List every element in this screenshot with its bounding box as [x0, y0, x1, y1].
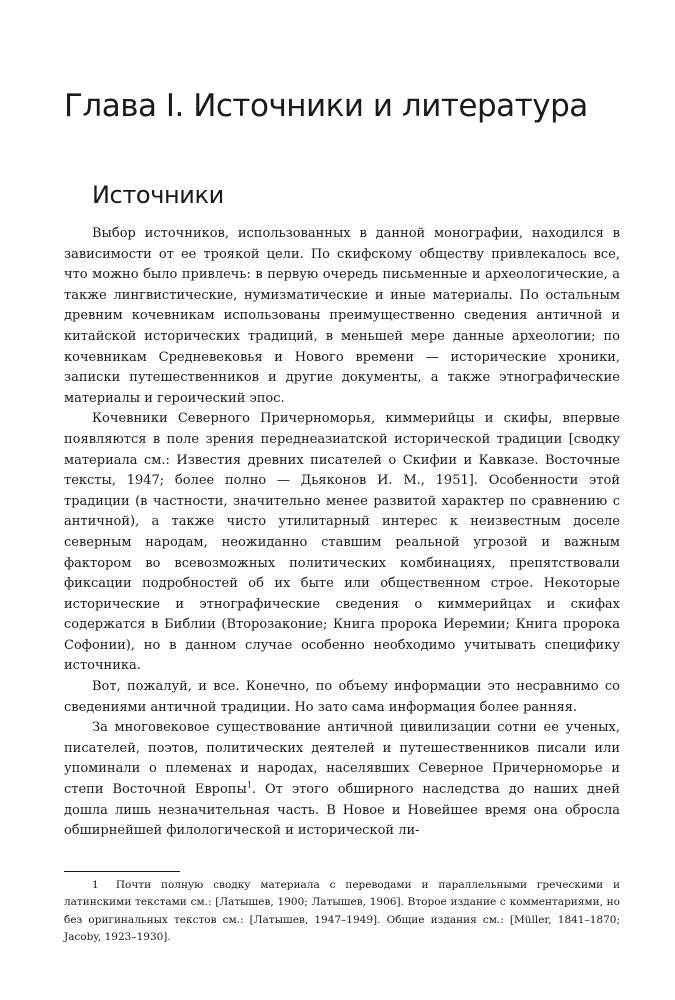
paragraph: Кочевники Северного Причерноморья, киммерийцы и скифы, впервые появляются в поле зрения переднеазиатской исторической традиции [сводку материала см.: Известия древних писателей о Скифии и Кавказе. Восточные тексты, 1947; более полно — Дьяконов И. М., 1951]. Особенности этой традиции (в частности, значительно менее развитой характер по сравнению с античной), а также чисто утилитарный интерес к неизвестным доселе северным народам, неожиданно ставшим реальной угрозой и важным фактором во всевозможных политических комбинациях, препятствовали фиксации подробностей об их быте или общественном строе. Некоторые исторические и этнографические сведения о киммерийцах и скифах содержатся в Библии (Второзаконие; Книга пророка Иеремии; Книга пророка Софонии), но в данном случае особенно необходимо учитывать специфику источника.: [64, 411, 620, 674]
paragraph-text-before-ref: За многовековое существование античной цивилизации сотни ее ученых, писателей, поэтов, политических деятелей и путешественников писали или упоминали о племенах и народах, населявших Северное Причерноморье и степи Восточной Европы: [64, 720, 620, 798]
paragraph-text-after-ref: . От этого обширного наследства до наших дней дошла лишь незначительная часть. В Новое и Новейшее время она обросла обширнейшей филологической и исторической ли-: [64, 782, 620, 839]
footnote: [64, 877, 620, 947]
footnote-reference[interactable]: 1: [246, 780, 252, 790]
footnote-number: 1: [92, 879, 99, 891]
footnote-divider: [64, 871, 180, 872]
paragraph: [64, 718, 620, 842]
body-text: [64, 224, 620, 842]
footnote-text: Почти полную сводку материала с переводами и параллельными греческими и латинскими текстами см.: [Латышев, 1900; Латышев, 1906]. Второе издание с комментариями, но без оригинальных текстов см.: [Латышев, 1947–1949]. Общие издания см.: [Müller, 1841–1870; Jacoby, 1923–1930].: [64, 879, 620, 944]
section-title: Источники: [92, 181, 224, 209]
chapter-title: Глава I. Источники и литература: [64, 88, 588, 124]
paragraph: Выбор источников, использованных в данной монографии, находился в зависимости от ее троякой цели. По скифскому обществу привлекалось все, что можно было привлечь: в первую очередь письменные и археологические, а также лингвистические, нумизматические и иные материалы. По остальным древним кочевникам использованы преимущественно сведения античной и китайской исторических традиций, в меньшей мере данные археологии; по кочевникам Средневековья и Нового времени — исторические хроники, записки путешественников и другие документы, а также этнографические материалы и героический эпос.: [64, 226, 620, 406]
paragraph: Вот, пожалуй, и все. Конечно, по объему информации это несравнимо со сведениями античной традиции. Но зато сама информация более ранняя.: [64, 679, 620, 715]
